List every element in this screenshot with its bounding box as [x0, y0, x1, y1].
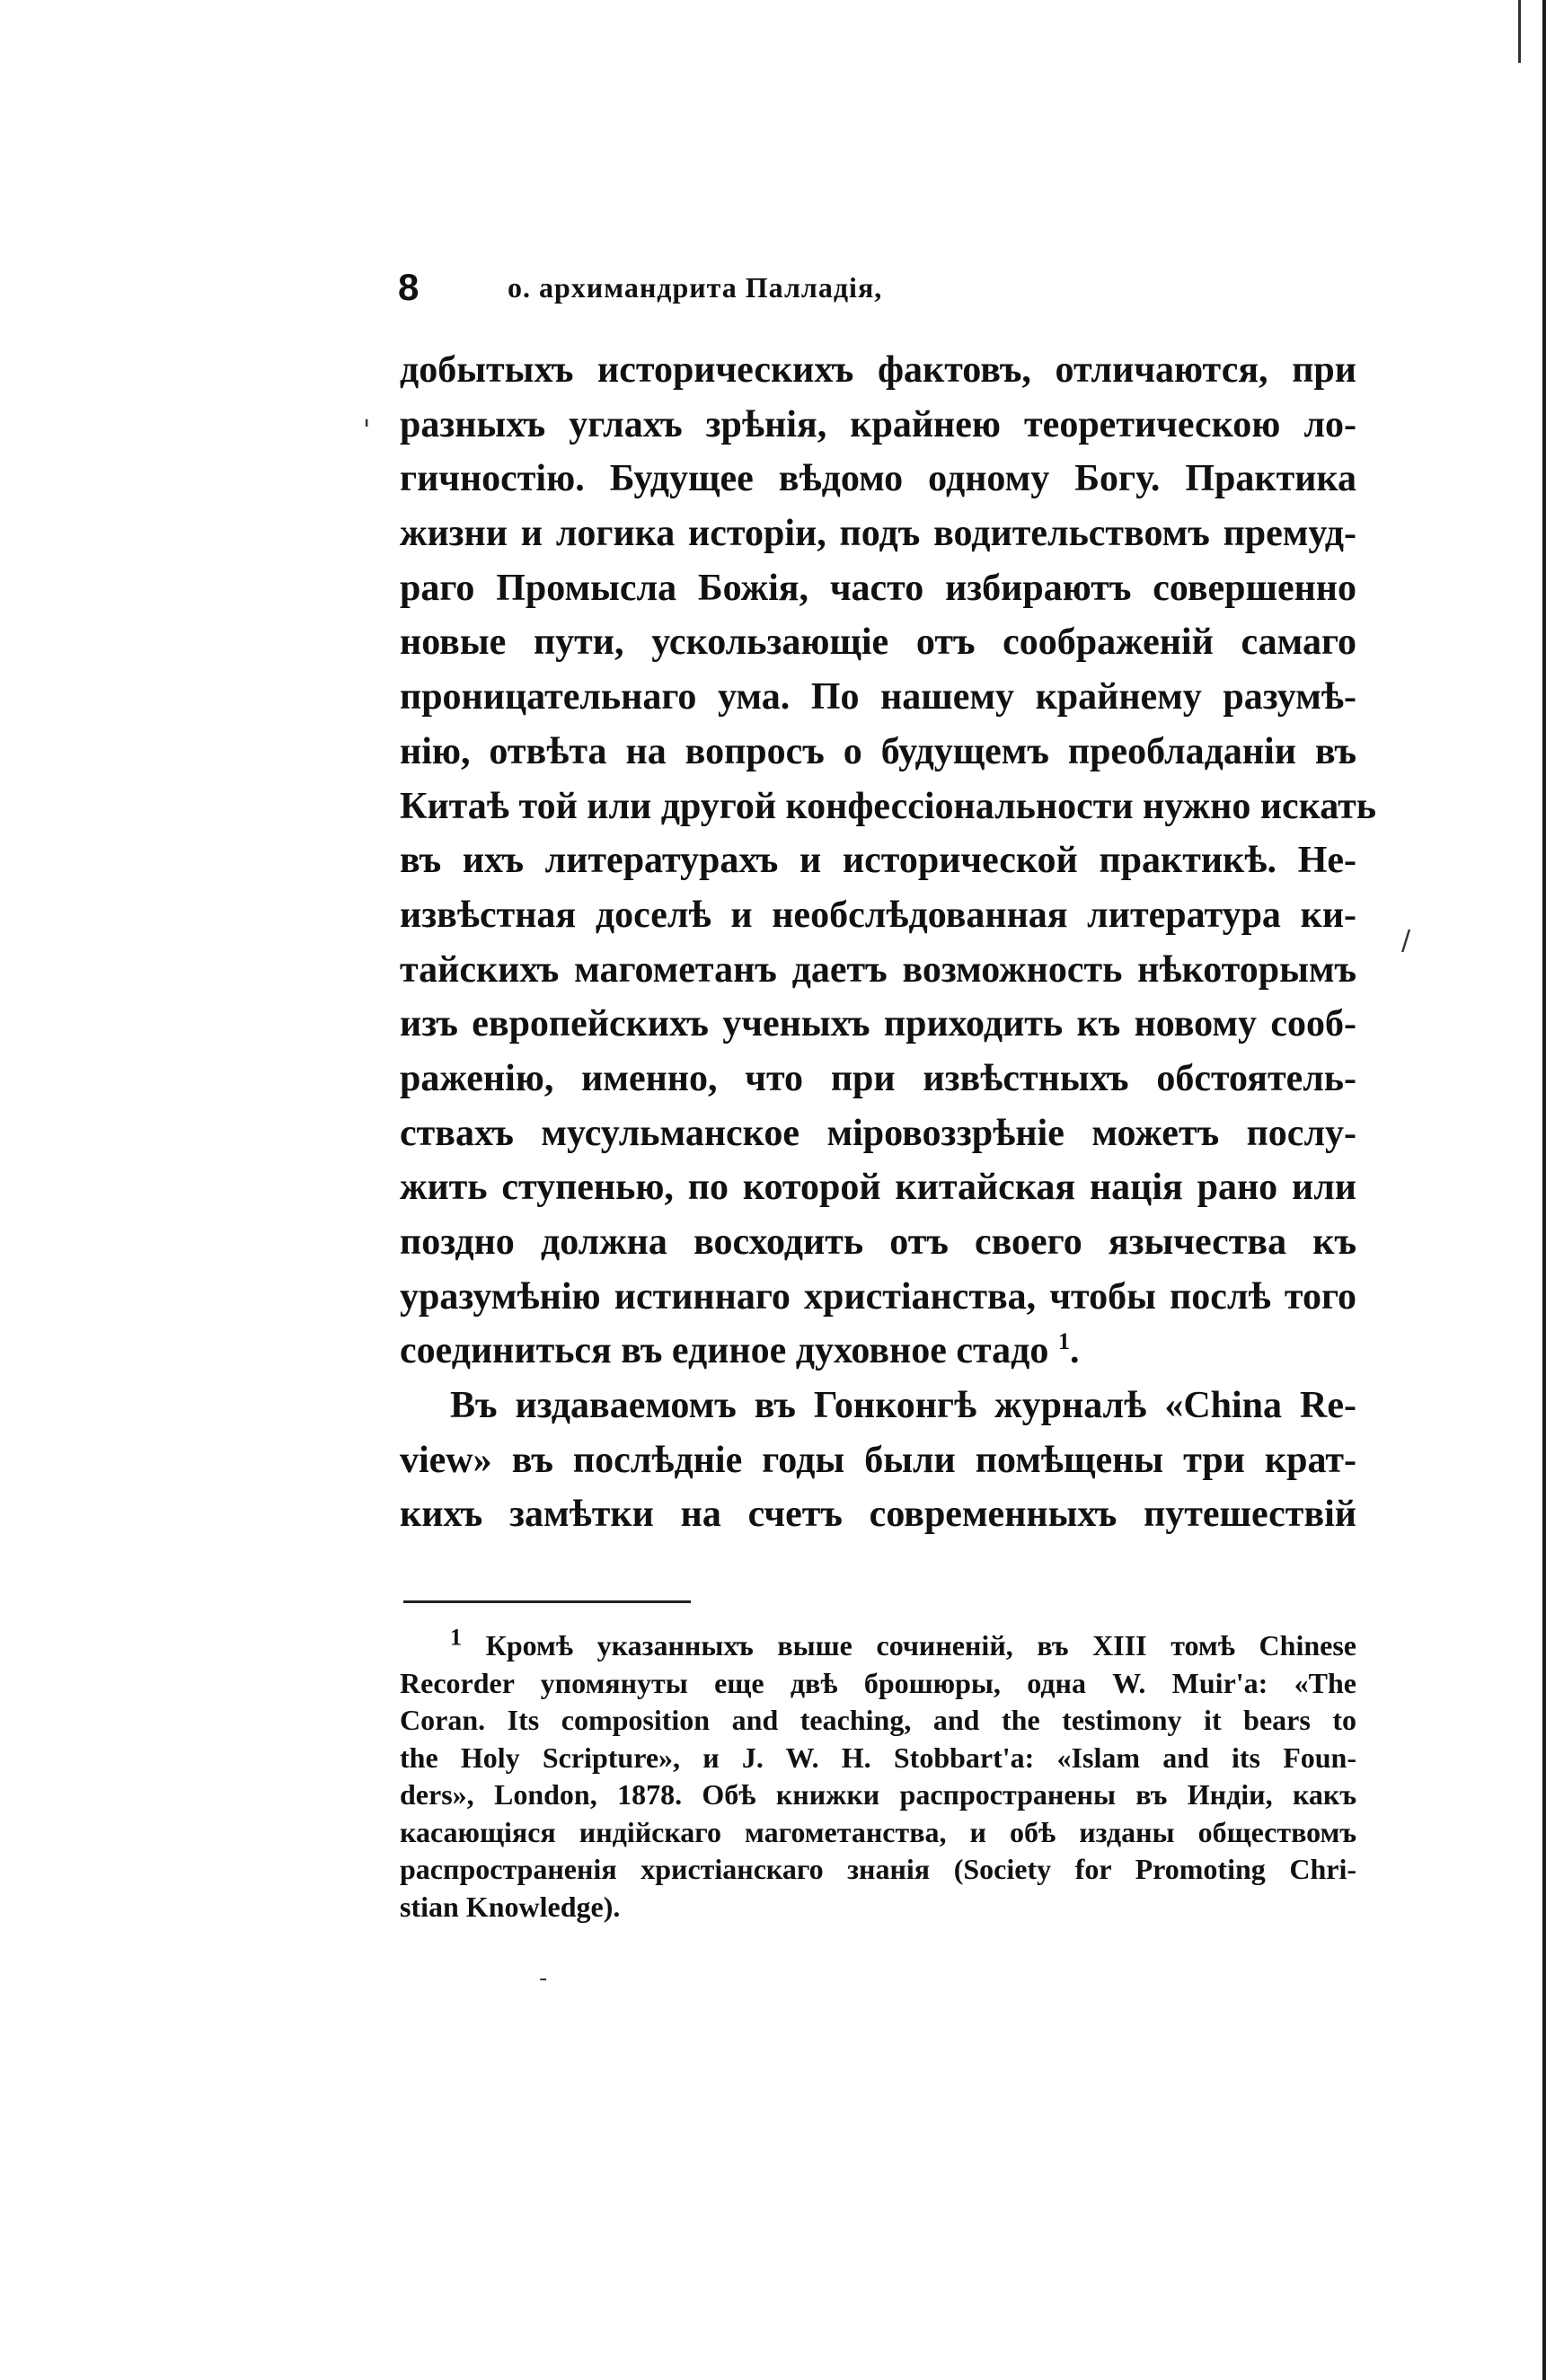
footnote-marker: 1: [450, 1624, 462, 1651]
body-line: раженію, именно, что при извѣстныхъ обстоятель-: [400, 1057, 1356, 1099]
body-line: нію, отвѣта на вопросъ о будущемъ преобладаніи въ: [400, 730, 1356, 772]
stray-mark: /: [1401, 925, 1411, 956]
body-line: поздно должна восходить отъ своего язычества къ: [400, 1221, 1356, 1263]
footnote-line: the Holy Scripture», и J. W. H. Stobbart'a: «Islam and its Foun-: [400, 1741, 1356, 1774]
body-line: разныхъ углахъ зрѣнія, крайнею теоретическою ло-: [400, 403, 1356, 445]
body-line-period: .: [1069, 1330, 1080, 1372]
body-line: тайскихъ магометанъ даетъ возможность нѣкоторымъ: [400, 948, 1356, 991]
scan-edge-mark: [1518, 0, 1521, 63]
body-line: раго Промысла Божія, часто избираютъ совершенно: [400, 567, 1356, 609]
body-line: добытыхъ историческихъ фактовъ, отличаются, при: [400, 349, 1356, 391]
page-header: [398, 265, 1341, 310]
body-line: ствахъ мусульманское міровоззрѣніе можетъ послу-: [400, 1112, 1356, 1154]
running-head: о. архимандрита Палладія,: [508, 271, 883, 304]
body-line: кихъ замѣтки на счетъ современныхъ путешествій: [400, 1494, 1356, 1536]
body-line: изъ европейскихъ ученыхъ приходить къ новому сооб-: [400, 1003, 1356, 1045]
footnote-reference: 1: [1057, 1328, 1070, 1355]
body-line: жить ступенью, по которой китайская нація рано или: [400, 1167, 1356, 1209]
footnote-line: stian Knowledge).: [400, 1890, 621, 1923]
footnote-line: касающіяся индійскаго магометанства, и обѣ изданы обществомъ: [400, 1815, 1356, 1848]
body-line: view» въ послѣдніе годы были помѣщены три крат-: [400, 1439, 1356, 1481]
footnote-line: Recorder упомянуты еще двѣ брошюры, одна W. Muir'a: «The: [400, 1666, 1356, 1699]
body-line-text: соединиться въ единое духовное стадо: [400, 1330, 1049, 1372]
body-line: Китаѣ той или другой конфессіональности нужно искать: [400, 785, 1376, 827]
footnote-line-text: Кромѣ указанныхъ выше сочиненій, въ XIII томѣ Chinese: [485, 1629, 1356, 1662]
body-line: въ ихъ литературахъ и исторической практикѣ. Не-: [400, 840, 1356, 882]
paragraph-start-line: Въ издаваемомъ въ Гонконгѣ журналѣ «China Re-: [450, 1385, 1356, 1427]
footnote-line: распространенія христіанскаго знанія (Society for Promoting Chri-: [400, 1853, 1356, 1885]
body-line: уразумѣнію истиннаго христіанства, чтобы послѣ того: [400, 1275, 1356, 1318]
body-line: гичностію. Будущее вѣдомо одному Богу. Практика: [400, 458, 1356, 500]
body-line: новые пути, ускользающіе отъ соображеній самаго: [400, 621, 1356, 664]
body-line: жизни и логика исторіи, подъ водительствомъ премуд-: [400, 513, 1356, 555]
stray-mark: ': [363, 415, 371, 446]
page-number: 8: [398, 266, 420, 308]
footnote-divider: [403, 1600, 691, 1603]
body-text: [400, 343, 1376, 1542]
scan-edge-border: [1542, 0, 1546, 2380]
footnote: [400, 1624, 1356, 1926]
footnote-line: ders», London, 1878. Обѣ книжки распространены въ Индіи, какъ: [400, 1778, 1356, 1811]
footnote-line: [400, 1624, 1356, 1665]
body-line: проницательнаго ума. По нашему крайнему разумѣ-: [400, 676, 1356, 718]
body-line: извѣстная доселѣ и необслѣдованная литература ки-: [400, 894, 1356, 936]
stray-mark: -: [539, 1965, 548, 1992]
body-line-with-footnote-ref: [400, 1324, 1356, 1379]
footnote-line: Coran. Its composition and teaching, and the testimony it bears to: [400, 1704, 1356, 1736]
